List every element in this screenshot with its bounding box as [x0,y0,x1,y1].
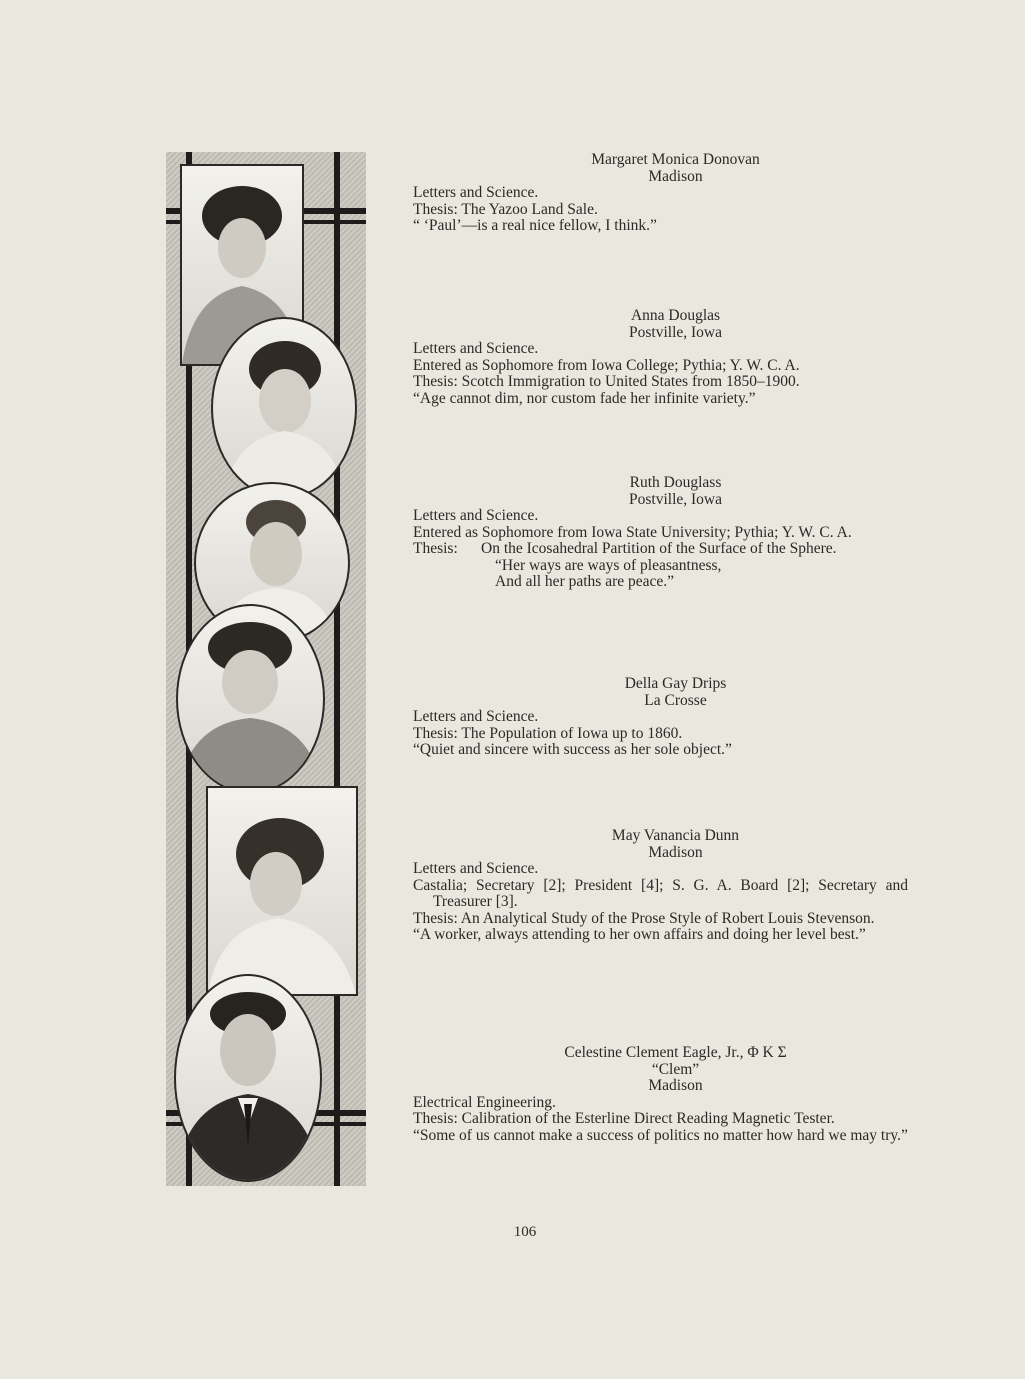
entry-line: “Some of us cannot make a success of politics no matter how hard we may try.” [413,1126,908,1144]
student-entry [413,308,908,407]
student-nickname: “Clem” [651,1060,700,1078]
entry-line: Thesis: An Analytical Study of the Prose Style of Robert Louis Stevenson. [413,909,875,927]
student-name: May Vanancia Dunn [611,827,740,844]
page-number: 106 [513,1224,537,1240]
entry-quote: And all her paths are peace.” [495,573,675,590]
student-entry [413,1045,908,1144]
entry-line: Entered as Sophomore from Iowa College; Pythia; Y. W. C. A. [413,356,800,374]
student-name: Della Gay Drips [624,675,727,692]
entry-line: Letters and Science. [413,184,539,201]
entry-line: Letters and Science. [413,507,539,524]
student-entry [413,152,908,235]
entry-line: Electrical Engineering. [413,1093,556,1111]
student-hometown: Postville, Iowa [629,323,722,341]
entry-line: Thesis: The Yazoo Land Sale. [413,200,598,218]
student-entry [413,676,908,759]
student-hometown: Madison [648,1077,703,1094]
student-hometown: Madison [648,167,703,185]
entry-line: Thesis: Calibration of the Esterline Direct Reading Magnetic Tester. [413,1110,835,1127]
portrait-image [208,788,356,994]
portrait-photo [176,604,325,794]
student-name: Ruth Douglass [629,474,722,491]
student-name: Anna Douglas [630,307,721,324]
portrait-image [176,976,320,1180]
thesis-label: Thesis: [413,540,458,557]
student-hometown: Postville, Iowa [629,490,722,508]
entry-line: Entered as Sophomore from Iowa State University; Pythia; Y. W. C. A. [413,523,852,541]
entry-line: Letters and Science. [413,340,539,357]
portrait-photo [206,786,358,996]
entry-line: Castalia; Secretary [2]; President [4]; S. G. A. Board [2]; Secretary and Treasurer [3]. [413,876,908,910]
portrait-image [178,606,323,792]
student-hometown: Madison [648,843,703,861]
student-entry [413,475,908,591]
strip-vertical-bar [334,152,340,1186]
entry-line: Letters and Science. [413,860,539,877]
entry-quote: “Her ways are ways of pleasantness, [495,556,722,574]
portrait-photo [211,317,357,499]
entry-line: Thesis: Scotch Immigration to United States from 1850–1900. [413,373,800,390]
entry-line: “ ‘Paul’—is a real nice fellow, I think.” [413,217,657,234]
entry-line: “Age cannot dim, nor custom fade her infinite variety.” [413,389,756,407]
student-name: Celestine Clement Eagle, Jr., Φ K Σ [564,1044,787,1061]
thesis-title: On the Icosahedral Partition of the Surface of the Sphere. [481,540,837,557]
entry-line: “A worker, always attending to her own affairs and doing her level best.” [413,926,866,943]
student-name: Margaret Monica Donovan [591,151,760,168]
portrait-image [213,319,355,497]
entry-line: Letters and Science. [413,708,539,725]
portrait-photo [174,974,322,1182]
thesis-row [413,541,908,558]
photo-strip [166,152,366,1186]
student-hometown: La Crosse [644,691,707,709]
student-entry [413,828,908,944]
entry-line: Thesis: The Population of Iowa up to 1860. [413,724,683,742]
entry-line: “Quiet and sincere with success as her sole object.” [413,741,732,758]
